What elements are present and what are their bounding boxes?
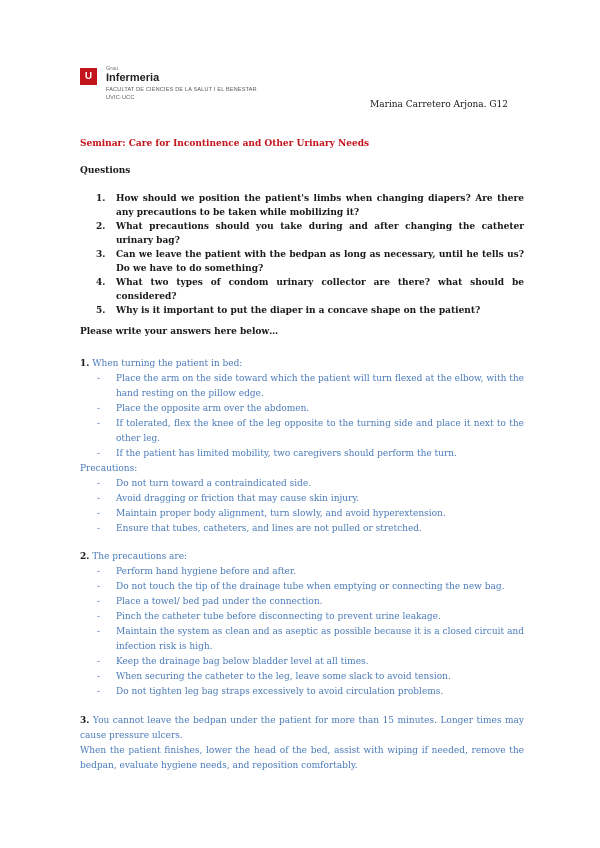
bullet-marker: - <box>97 479 101 489</box>
answer-3-paragraph-2: When the patient finishes, lower the head of the bed, assist with wiping if needed, remove the bedpan, evaluate hygiene needs, and reposition comfortably. <box>80 746 524 771</box>
bullet-marker: - <box>97 582 101 592</box>
list-item <box>80 372 524 402</box>
answer-1 <box>80 357 524 537</box>
bullet-marker: - <box>97 612 101 622</box>
answer-2 <box>80 550 524 700</box>
question-text: Why is it important to put the diaper in a concave shape on the patient? <box>116 306 481 316</box>
list-item <box>80 507 524 522</box>
answer-heading-text: When turning the patient in bed: <box>92 359 243 369</box>
logo-faculty-name: FACULTAT DE CIÈNCIES DE LA SALUT I EL BENESTAR <box>106 87 257 93</box>
list-item-text: Place the opposite arm over the abdomen. <box>116 404 310 414</box>
question-item <box>96 220 524 248</box>
answer-2-heading <box>80 550 524 565</box>
questions-heading: Questions <box>80 166 131 176</box>
bullet-marker: - <box>97 627 101 637</box>
answer-heading-text: The precautions are: <box>92 552 188 562</box>
logo-program-name: Infermeria <box>106 72 160 84</box>
university-logo <box>80 66 300 110</box>
question-number: 2. <box>96 222 106 232</box>
list-item-text: When securing the catheter to the leg, leave some slack to avoid tension. <box>116 672 451 682</box>
logo-mark: U <box>80 68 97 85</box>
bullet-marker: - <box>97 687 101 697</box>
list-item-text: Place the arm on the side toward which the patient will turn flexed at the elbow, with the hand resting on the pillow edge. <box>116 374 524 399</box>
answer-number: 2. <box>80 552 90 562</box>
list-item <box>80 477 524 492</box>
list-item-text: Do not turn toward a contraindicated side. <box>116 479 312 489</box>
list-item <box>80 565 524 580</box>
list-item-text: If tolerated, flex the knee of the leg opposite to the turning side and place it next to the other leg. <box>116 419 524 444</box>
list-item <box>80 625 524 655</box>
answer-text: You cannot leave the bedpan under the patient for more than 15 minutes. Longer times may cause pressure ulcers. <box>80 716 524 741</box>
answer-3 <box>80 714 524 774</box>
question-text: How should we position the patient's limbs when changing diapers? Are there any precautions to be taken while mobilizing it? <box>116 194 524 218</box>
bullet-marker: - <box>97 524 101 534</box>
question-text: What precautions should you take during and after changing the catheter urinary bag? <box>116 222 524 246</box>
bullet-marker: - <box>97 449 101 459</box>
bullet-marker: - <box>97 657 101 667</box>
list-item-text: Pinch the catheter tube before disconnecting to prevent urine leakage. <box>116 612 441 622</box>
list-item-text: Do not tighten leg bag straps excessively to avoid circulation problems. <box>116 687 444 697</box>
questions-list <box>96 192 524 318</box>
answer-1-precautions-list <box>80 477 524 537</box>
list-item <box>80 580 524 595</box>
answer-1-turning-list <box>80 372 524 462</box>
answer-1-heading <box>80 357 524 372</box>
list-item <box>80 522 524 537</box>
answer-2-precautions-list <box>80 565 524 700</box>
list-item-text: Avoid dragging or friction that may cause skin injury. <box>116 494 360 504</box>
question-number: 1. <box>96 194 106 204</box>
question-item <box>96 192 524 220</box>
list-item-text: Keep the drainage bag below bladder level at all times. <box>116 657 369 667</box>
logo-grau-label: Grau <box>106 66 119 72</box>
precautions-heading: Precautions: <box>80 464 138 474</box>
logo-university-name: UVIC·UCC <box>106 95 135 101</box>
question-number: 3. <box>96 250 106 260</box>
answer-3-paragraph-1 <box>80 714 524 744</box>
list-item <box>80 492 524 507</box>
question-text: Can we leave the patient with the bedpan as long as necessary, until he tells us? Do we have to do something? <box>116 250 524 274</box>
answer-number: 3. <box>80 716 90 726</box>
list-item-text: Perform hand hygiene before and after. <box>116 567 297 577</box>
list-item <box>80 670 524 685</box>
bullet-marker: - <box>97 374 101 384</box>
bullet-marker: - <box>97 404 101 414</box>
seminar-title: Seminar: Care for Incontinence and Other Urinary Needs <box>80 139 370 149</box>
list-item <box>80 610 524 625</box>
list-item-text: Ensure that tubes, catheters, and lines are not pulled or stretched. <box>116 524 422 534</box>
bullet-marker: - <box>97 419 101 429</box>
bullet-marker: - <box>97 509 101 519</box>
list-item-text: Do not touch the tip of the drainage tube when emptying or connecting the new bag. <box>116 582 505 592</box>
bullet-marker: - <box>97 672 101 682</box>
list-item <box>80 402 524 417</box>
question-number: 5. <box>96 306 106 316</box>
list-item <box>80 447 524 462</box>
bullet-marker: - <box>97 494 101 504</box>
list-item-text: Place a towel/ bed pad under the connection. <box>116 597 323 607</box>
list-item-text: Maintain proper body alignment, turn slowly, and avoid hyperextension. <box>116 509 446 519</box>
question-item <box>96 248 524 276</box>
answer-number: 1. <box>80 359 90 369</box>
bullet-marker: - <box>97 597 101 607</box>
question-text: What two types of condom urinary collector are there? what should be considered? <box>116 278 524 302</box>
author-name: Marina Carretero Arjona. G12 <box>370 100 509 110</box>
answers-intro: Please write your answers here below… <box>80 327 279 337</box>
question-number: 4. <box>96 278 106 288</box>
list-item-text: If the patient has limited mobility, two caregivers should perform the turn. <box>116 449 457 459</box>
list-item-text: Maintain the system as clean and as aseptic as possible because it is a closed circuit and infection risk is high. <box>116 627 524 652</box>
list-item <box>80 595 524 610</box>
list-item <box>80 685 524 700</box>
list-item <box>80 417 524 447</box>
list-item <box>80 655 524 670</box>
bullet-marker: - <box>97 567 101 577</box>
question-item <box>96 304 524 318</box>
question-item <box>96 276 524 304</box>
